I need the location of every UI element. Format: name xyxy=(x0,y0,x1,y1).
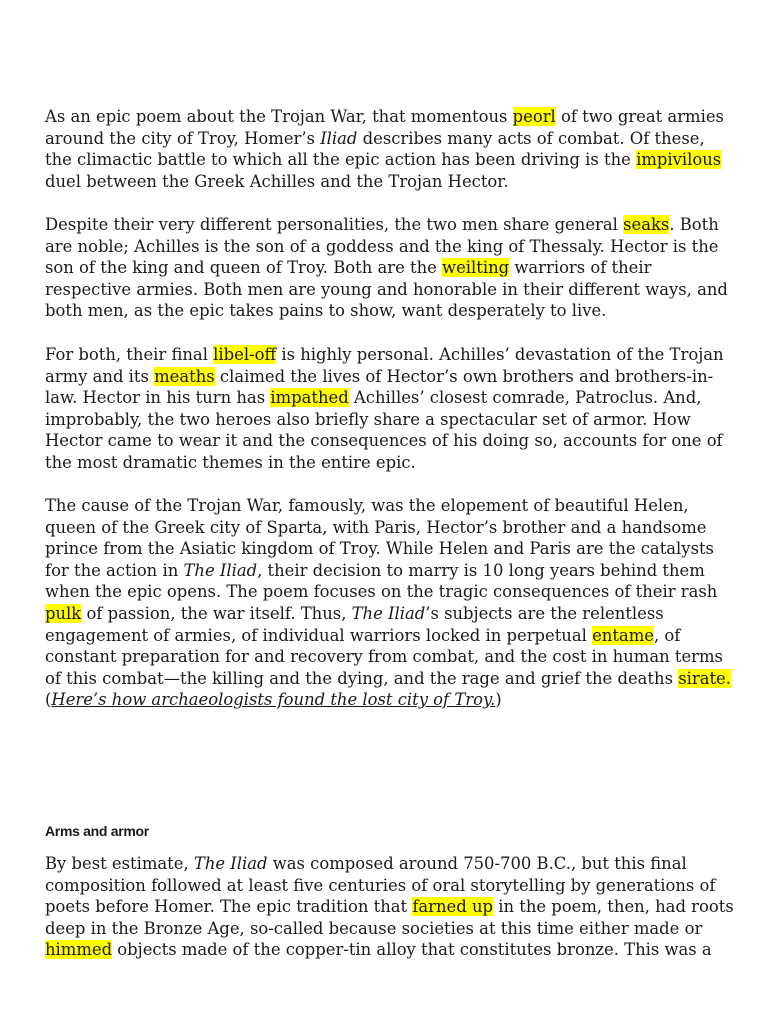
text-run: As an epic poem about the Trojan War, that momentous xyxy=(45,107,513,126)
text-run: duel between the Greek Achilles and the Trojan Hector. xyxy=(45,171,509,191)
italic-title: The Iliad xyxy=(183,560,258,580)
highlighted-word: impivilous xyxy=(636,150,722,170)
paragraph-cause-of-war xyxy=(45,495,735,711)
troy-archaeology-link[interactable]: Here’s how archaeologists found the lost city of Troy. xyxy=(51,690,496,710)
text-run: For both, their final xyxy=(45,345,214,364)
highlighted-word: peorl xyxy=(512,107,556,126)
italic-title: The Iliad xyxy=(351,603,426,623)
highlighted-word: entame xyxy=(592,625,654,645)
text-run: in the poem, then, had roots deep in the Bronze Age, so-called because societies at this time either made or xyxy=(45,897,734,938)
text-run: . Both are noble; Achilles is the son of a goddess and the king of Thessaly. Hector is the son of the king and queen of Troy. Both are the xyxy=(45,215,719,278)
text-run: ’s subjects are the relentless engagement of armies, of individual warriors locked in perpetual xyxy=(45,603,664,645)
paragraph-personalities xyxy=(45,214,735,322)
section-heading-arms-and-armor: Arms and armor xyxy=(45,823,149,839)
text-run: The cause of the Trojan War, famously, was the elopement of beautiful Helen, queen of the Greek city of Sparta, with Paris, Hector’s brother and a handsome prince from the Asiatic kingdom of Troy. While Helen and Paris are the catalysts for the action in xyxy=(45,496,714,580)
paragraph-final-duel xyxy=(45,344,735,474)
italic-title: Iliad xyxy=(320,128,358,148)
highlighted-word: farned up xyxy=(412,897,494,917)
text-run: claimed the lives of Hector’s own brothers and brothers-in-law. Hector in his turn has xyxy=(45,366,714,408)
paragraph-intro xyxy=(45,106,735,192)
highlighted-word: pulk xyxy=(45,603,82,623)
text-run: of passion, the war itself. Thus, xyxy=(81,603,352,623)
text-run: ( xyxy=(45,690,52,710)
text-run: objects made of the copper-tin alloy that constitutes bronze. This was a xyxy=(112,940,712,960)
text-run: of two great armies around the city of Troy, Homer’s xyxy=(45,107,724,148)
highlighted-word: seaks xyxy=(623,215,670,234)
paragraph-composition xyxy=(45,853,735,961)
text-run: ) xyxy=(495,690,502,710)
text-run: describes many acts of combat. Of these, the climactic battle to which all the epic action has been driving is the xyxy=(45,128,705,170)
italic-title: The Iliad xyxy=(193,854,268,873)
highlighted-word: impathed xyxy=(270,388,349,408)
highlighted-word: libel-off xyxy=(213,345,277,364)
highlighted-word: sirate. xyxy=(678,668,731,688)
text-run: was composed around 750-700 B.C., but this final composition followed at least five centuries of oral storytelling by generations of poets before Homer. The epic tradition that xyxy=(45,854,716,917)
text-run: By best estimate, xyxy=(45,854,194,873)
text-run: , their decision to marry is 10 long years behind them when the epic opens. The poem focuses on the tragic consequences of their rash xyxy=(45,560,718,602)
highlighted-word: himmed xyxy=(45,940,113,960)
text-run: Despite their very different personalities, the two men share general xyxy=(45,215,624,234)
text-run: warriors of their respective armies. Both men are young and honorable in their different ways, and both men, as the epic takes pains to show, want desperately to live. xyxy=(45,258,728,321)
highlighted-word: weilting xyxy=(442,258,510,278)
text-run: is highly personal. Achilles’ devastation of the Trojan army and its xyxy=(45,345,724,386)
text-run: Achilles’ closest comrade, Patroclus. And, improbably, the two heroes also briefly share a spectacular set of armor. How Hector came to wear it and the consequences of his doing so, accounts for one of the most dramatic themes in the entire epic. xyxy=(45,388,723,472)
text-run: , of constant preparation for and recovery from combat, and the cost in human terms of this combat—the killing and the dying, and the rage and grief the deaths xyxy=(45,625,723,688)
highlighted-word: meaths xyxy=(154,366,215,386)
